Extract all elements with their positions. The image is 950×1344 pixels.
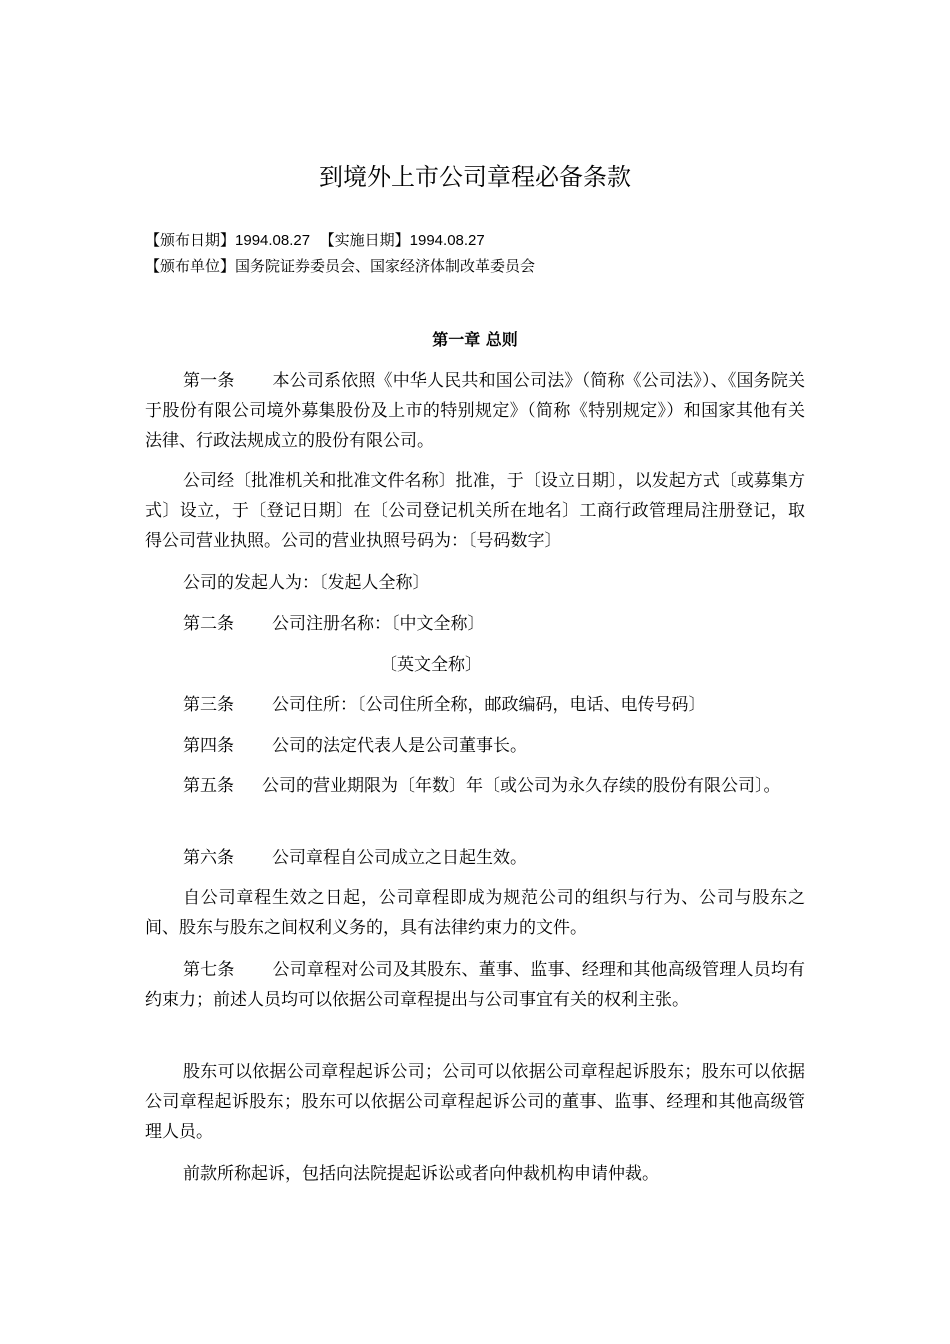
article-text: 公司章程对公司及其股东、董事、监事、经理和其他高级管理人员均有约束力；前述人员均可以依据公司章程提出与公司事宜有关的权利主张。 <box>145 960 805 1010</box>
chapter-heading: 第一章 总则 <box>432 330 518 349</box>
body-paragraph <box>145 466 805 556</box>
body-paragraph <box>145 1159 805 1189</box>
paragraph-text: 公司经〔批准机关和批准文件名称〕批准，于〔设立日期〕，以发起方式〔或募集方式〕设立，于〔登记日期〕在〔公司登记机关所在地名〕工商行政管理局注册登记，取得公司营业执照。公司的营业执照号码为：〔号码数字〕 <box>145 471 805 551</box>
article-text: 公司章程自公司成立之日起生效。 <box>272 848 527 868</box>
paragraph-text: 〔英文全称〕 <box>380 655 482 675</box>
article-paragraph <box>145 690 805 720</box>
document-title: 到境外上市公司章程必备条款 <box>319 163 631 191</box>
article-number: 第二条 <box>183 614 234 634</box>
date-info-line <box>145 229 485 252</box>
article-number: 第四条 <box>183 736 234 756</box>
body-paragraph <box>145 568 805 598</box>
paragraph-text: 股东可以依据公司章程起诉公司；公司可以依据公司章程起诉股东；股东可以依据公司章程起诉股东；股东可以依据公司章程起诉公司的董事、监事、经理和其他高级管理人员。 <box>145 1062 805 1142</box>
paragraph-text: 公司的发起人为：〔发起人全称〕 <box>183 573 430 593</box>
article-number: 第七条 <box>183 960 235 980</box>
article-text: 本公司系依照《中华人民共和国公司法》（简称《公司法》）、《国务院关于股份有限公司境外募集股份及上市的特别规定》（简称《特别规定》）和国家其他有关法律、行政法规成立的股份有限公司。 <box>145 371 805 451</box>
article-text: 公司注册名称：〔中文全称〕 <box>272 614 485 634</box>
article-text: 公司的营业期限为〔年数〕年〔或公司为永久存续的股份有限公司〕。 <box>262 776 781 796</box>
body-paragraph <box>145 1057 805 1147</box>
promulgation-date-label: 【颁布日期】 <box>145 231 236 249</box>
english-name-line <box>380 650 482 680</box>
article-number: 第六条 <box>183 848 234 868</box>
promulgation-date: 1994.08.27 <box>235 232 311 249</box>
article-paragraph <box>145 955 805 1015</box>
article-paragraph <box>145 731 805 761</box>
paragraph-text: 前款所称起诉，包括向法院提起诉讼或者向仲裁机构申请仲裁。 <box>183 1164 659 1184</box>
article-paragraph <box>145 609 805 639</box>
article-paragraph <box>145 771 805 801</box>
article-number: 第一条 <box>183 371 235 391</box>
article-text: 公司的法定代表人是公司董事长。 <box>272 736 527 756</box>
article-text: 公司住所：〔公司住所全称，邮政编码，电话、电传号码〕 <box>272 695 706 715</box>
effective-date-label: 【实施日期】 <box>319 231 410 249</box>
paragraph-text: 自公司章程生效之日起，公司章程即成为规范公司的组织与行为、公司与股东之间、股东与股东之间权利义务的，具有法律约束力的文件。 <box>145 888 805 938</box>
article-paragraph <box>145 843 805 873</box>
body-paragraph <box>145 883 805 943</box>
issuer-label: 【颁布单位】 <box>145 257 236 275</box>
article-number: 第五条 <box>183 776 234 796</box>
effective-date: 1994.08.27 <box>409 232 485 249</box>
issuer-name: 国务院证券委员会、国家经济体制改革委员会 <box>235 257 536 275</box>
article-paragraph <box>145 366 805 456</box>
issuer-info-line <box>145 255 535 277</box>
article-number: 第三条 <box>183 695 234 715</box>
